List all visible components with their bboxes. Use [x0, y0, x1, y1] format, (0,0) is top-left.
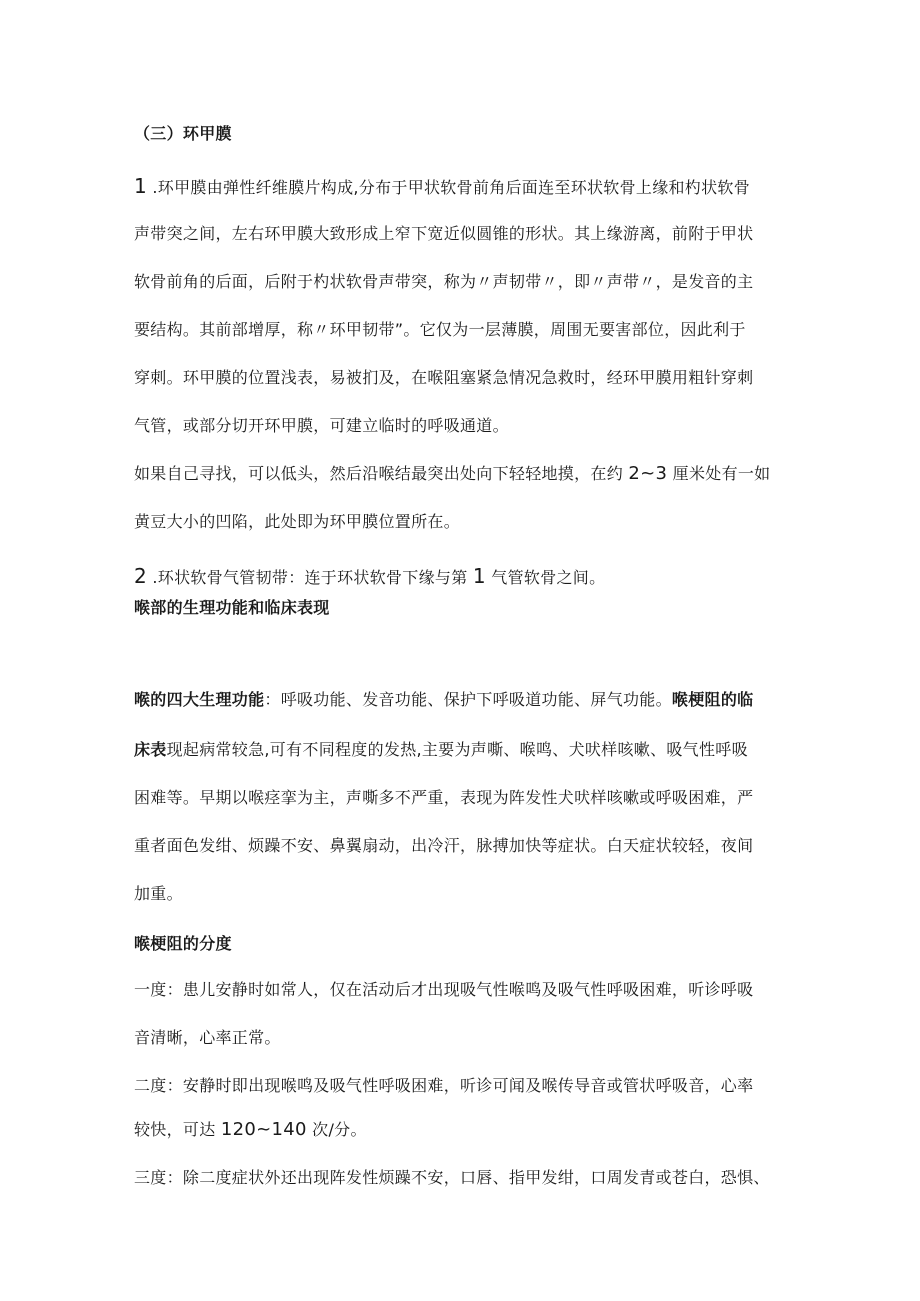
degree2-text-b: 次/分。 [306, 1120, 367, 1139]
physiology-line-3: 困难等。早期以喉痉挛为主，声嘶多不严重，表现为阵发性犬吠样咳嗽或呼吸困难，严 [134, 788, 754, 807]
grading-heading: 喉梗阻的分度 [134, 934, 232, 953]
item1-line-5: 穿刺。环甲膜的位置浅表，易被扪及，在喉阻塞紧急情况急救时，经环甲膜用粗针穿刺 [134, 368, 754, 387]
physiology-line-5: 加重。 [134, 884, 183, 903]
degree1-line-1: 一度：患儿安静时如常人，仅在活动后才出现吸气性喉鸣及吸气性呼吸困难，听诊呼吸 [134, 980, 754, 999]
degree3-line-1: 三度：除二度症状外还出现阵发性烦躁不安，口唇、指甲发绀，口周发青或苍白，恐惧、 [134, 1168, 770, 1187]
physiology-line-1 [134, 690, 753, 710]
degree2-text-a: 较快，可达 [134, 1120, 221, 1139]
item2-line [134, 566, 605, 588]
physiology-clinical-text: 现起病常较急,可有不同程度的发热,主要为声嘶、喉鸣、犬吠样咳嗽、吸气性呼吸 [166, 740, 748, 759]
item1-line-4: 要结构。其前部增厚，称〃环甲韧带”。它仅为一层薄膜，周围无要害部位，因此利于 [134, 320, 746, 339]
physiology-heading: 喉部的生理功能和临床表现 [134, 598, 330, 617]
physiology-bold-obstruction: 喉梗阻的临 [671, 690, 754, 709]
item2-text-b: 气管软骨之间。 [485, 568, 606, 587]
item2-cartilage-number: 1 [472, 564, 486, 588]
selfcheck-text-b: 厘米处有一如 [667, 464, 771, 483]
item1-line-2: 声带突之间，左右环甲膜大致形成上窄下宽近似圆锥的形状。其上缘游离，前附于甲状 [134, 224, 754, 243]
physiology-bold-functions: 喉的四大生理功能 [134, 690, 265, 709]
degree2-line-1: 二度：安静时即出现喉鸣及吸气性呼吸困难，听诊可闻及喉传导音或管状呼吸音，心率 [134, 1076, 754, 1095]
selfcheck-text-a: 如果自己寻找，可以低头，然后沿喉结最突出处向下轻轻地摸，在约 [134, 464, 629, 483]
selfcheck-line-2: 黄豆大小的凹陷，此处即为环甲膜位置所在。 [134, 512, 461, 531]
selfcheck-distance: 2~3 [628, 463, 668, 484]
item1-number: 1 [134, 174, 148, 198]
section-heading-cricothyroid: （三）环甲膜 [134, 124, 232, 143]
physiology-bold-clinical: 床表 [134, 740, 167, 759]
degree2-heart-rate: 120~140 [220, 1119, 307, 1140]
selfcheck-line-1 [134, 464, 770, 484]
physiology-line-4: 重者面色发绀、烦躁不安、鼻翼扇动，出冷汗，脉搏加快等症状。白天症状较轻，夜间 [134, 836, 754, 855]
item1-line-1 [134, 176, 750, 198]
item1-line-3: 软骨前角的后面，后附于杓状软骨声带突，称为〃声韧带〃，即〃声带〃，是发音的主 [134, 272, 754, 291]
physiology-functions-text: ：呼吸功能、发音功能、保护下呼吸道功能、屏气功能。 [264, 690, 672, 709]
degree2-line-2 [134, 1120, 367, 1140]
degree1-line-2: 音清晰，心率正常。 [134, 1028, 281, 1047]
item2-number: 2 [134, 564, 148, 588]
physiology-line-2 [134, 740, 748, 760]
item1-text-1: .环甲膜由弹性纤维膜片构成,分布于甲状软骨前角后面连至环状软骨上缘和杓状软骨 [152, 178, 750, 197]
item2-text-a: .环状软骨气管韧带：连于环状软骨下缘与第 [147, 568, 473, 587]
item1-line-6: 气管，或部分切开环甲膜，可建立临时的呼吸通道。 [134, 416, 509, 435]
